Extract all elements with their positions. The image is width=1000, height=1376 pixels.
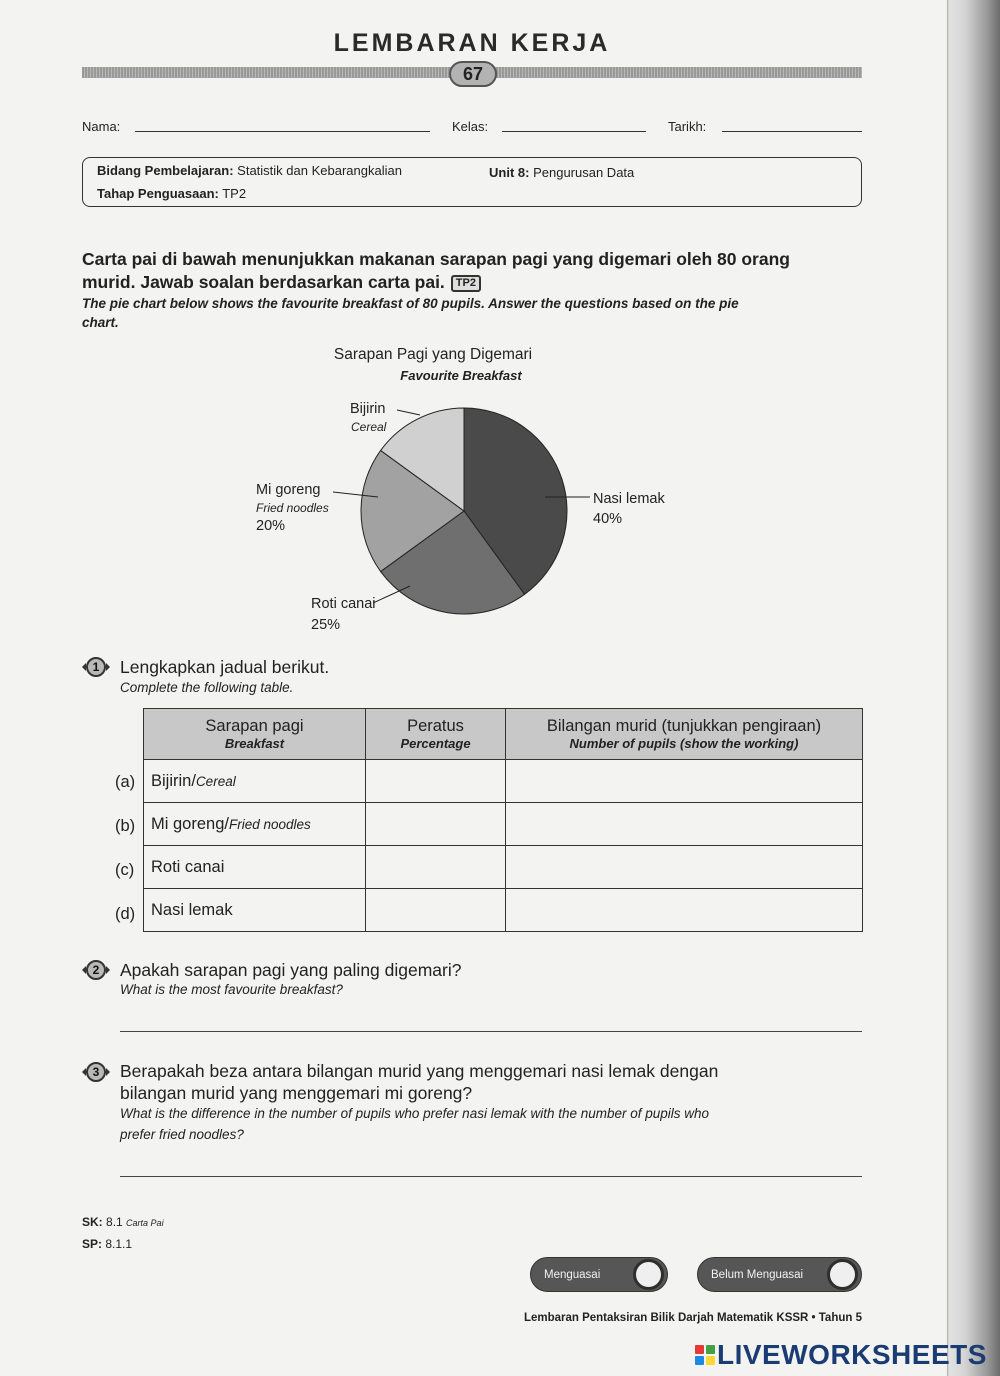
unit-info [489, 165, 634, 181]
sk-code [82, 1214, 164, 1231]
learning-area-label: Bidang Pembelajaran: [97, 163, 234, 178]
question-2-text: Apakah sarapan pagi yang paling digemari? [120, 960, 462, 980]
sk-note: Carta Pai [126, 1218, 164, 1228]
learning-area [97, 163, 402, 179]
question-3-text-line-2: bilangan murid yang menggemari mi goreng? [120, 1083, 473, 1103]
sp-code [82, 1236, 132, 1252]
pie-value-mi-goreng: 20% [256, 518, 286, 534]
pupils-cell[interactable] [506, 803, 863, 846]
question-3-text-en-line-1: What is the difference in the number of pupils who prefer nasi lemak with the number of pupils who [120, 1106, 710, 1121]
pupils-input-d[interactable] [506, 890, 862, 930]
header-percentage: Peratus Percentage [366, 709, 506, 760]
publication-credit: Lembaran Pentaksiran Bilik Darjah Matematik KSSR • Tahun 5 [523, 1312, 862, 1324]
breakfast-cell: Mi goreng/Fried noodles [144, 803, 366, 846]
mastery-level [97, 186, 246, 202]
question-1-text: Lengkapkan jadual berikut. [120, 657, 330, 677]
question-2-answer-input[interactable] [120, 1010, 862, 1032]
intro-en-line-2: chart. [82, 315, 119, 330]
pie-slices [361, 408, 567, 614]
leader-line-bijirin [397, 410, 420, 415]
breakfast-cell: Roti canai [144, 846, 366, 889]
worksheet-title: LEMBARAN KERJA [333, 29, 611, 57]
pie-value-nasi-lemak: 40% [593, 511, 623, 527]
mastered-checkbox-circle[interactable] [633, 1259, 664, 1290]
pupils-cell[interactable] [506, 889, 863, 932]
percentage-input-a[interactable] [366, 761, 505, 801]
question-3-answer-input[interactable] [120, 1155, 862, 1177]
percentage-cell[interactable] [366, 760, 506, 803]
chart-title: Sarapan Pagi yang Digemari [333, 346, 533, 363]
not-mastered-button[interactable] [697, 1257, 862, 1292]
sk-label: SK: [82, 1215, 103, 1229]
percentage-cell[interactable] [366, 803, 506, 846]
sp-value: 8.1.1 [105, 1237, 133, 1251]
liveworksheets-logo-text: LIVEWORKSHEETS [717, 1339, 987, 1370]
name-input[interactable] [135, 115, 430, 132]
question-2-text-en: What is the most favourite breakfast? [120, 982, 343, 997]
pupils-input-c[interactable] [506, 847, 862, 887]
chart-subtitle: Favourite Breakfast [400, 368, 522, 383]
breakfast-cell: Nasi lemak [144, 889, 366, 932]
percentage-input-b[interactable] [366, 804, 505, 844]
percentage-input-c[interactable] [366, 847, 505, 887]
pie-label-roti-canai: Roti canai [311, 596, 376, 612]
mastered-button[interactable] [530, 1257, 668, 1292]
pupils-input-a[interactable] [506, 761, 862, 801]
pupils-input-b[interactable] [506, 804, 862, 844]
tp-badge: TP2 [451, 275, 481, 292]
percentage-cell[interactable] [366, 889, 506, 932]
table-header-row [144, 709, 863, 760]
not-mastered-button-label: Belum Menguasai [711, 1269, 804, 1281]
page-edge-shadow [947, 0, 1000, 1376]
pupils-cell[interactable] [506, 846, 863, 889]
row-letter-d: (d) [115, 905, 136, 923]
liveworksheets-logo-icon [695, 1345, 715, 1365]
question-1-text-en: Complete the following table. [120, 680, 294, 695]
question-1-number-icon: 1 [82, 657, 110, 677]
header-breakfast: Sarapan pagi Breakfast [144, 709, 366, 760]
mastered-button-label: Menguasai [544, 1269, 601, 1281]
pie-label-bijirin: Bijirin [350, 401, 386, 417]
worksheet-number-badge: 67 [449, 61, 497, 87]
question-2-number-icon: 2 [82, 960, 110, 980]
sp-label: SP: [82, 1237, 103, 1251]
pie-label-cereal: Cereal [351, 420, 387, 434]
pupils-cell[interactable] [506, 760, 863, 803]
sk-value: 8.1 [106, 1215, 123, 1229]
not-mastered-checkbox-circle[interactable] [827, 1259, 858, 1290]
mastery-level-label: Tahap Penguasaan: [97, 186, 219, 201]
breakfast-cell: Bijirin/Cereal [144, 760, 366, 803]
pie-label-mi-goreng: Mi goreng [256, 482, 321, 498]
date-input[interactable] [722, 115, 862, 132]
row-letter-a: (a) [115, 773, 136, 791]
breakfast-table [143, 708, 863, 932]
row-letter-b: (b) [115, 817, 136, 835]
intro-line-1: Carta pai di bawah menunjukkan makanan sarapan pagi yang digemari oleh 80 orang [82, 249, 790, 269]
name-label: Nama: [82, 119, 121, 134]
percentage-cell[interactable] [366, 846, 506, 889]
date-label: Tarikh: [668, 119, 707, 134]
class-input[interactable] [502, 115, 646, 132]
header-number-of-pupils: Bilangan murid (tunjukkan pengiraan) Number of pupils (show the working) [506, 709, 863, 760]
percentage-input-d[interactable] [366, 890, 505, 930]
mastery-level-value: TP2 [222, 186, 247, 201]
question-3-number-icon: 3 [82, 1062, 110, 1082]
pie-label-nasi-lemak: Nasi lemak [593, 491, 665, 507]
question-3-text-en-line-2: prefer fried noodles? [120, 1127, 244, 1142]
intro-line-2-wrap [82, 271, 481, 293]
unit-label: Unit 8: [489, 165, 530, 180]
unit-value: Pengurusan Data [533, 165, 635, 180]
intro-en-line-1: The pie chart below shows the favourite breakfast of 80 pupils. Answer the questions based on the pie [82, 296, 739, 311]
table-row [144, 803, 863, 846]
row-letter-c: (c) [115, 861, 135, 879]
table-row [144, 889, 863, 932]
table-row [144, 760, 863, 803]
class-label: Kelas: [452, 119, 489, 134]
table-row [144, 846, 863, 889]
intro-line-2: murid. Jawab soalan berdasarkan carta pai. [82, 272, 445, 292]
learning-area-value: Statistik dan Kebarangkalian [237, 163, 402, 178]
question-3-text-line-1: Berapakah beza antara bilangan murid yang menggemari nasi lemak dengan [120, 1061, 719, 1081]
pie-value-roti-canai: 25% [311, 617, 341, 633]
pie-label-fried-noodles: Fried noodles [256, 501, 329, 515]
